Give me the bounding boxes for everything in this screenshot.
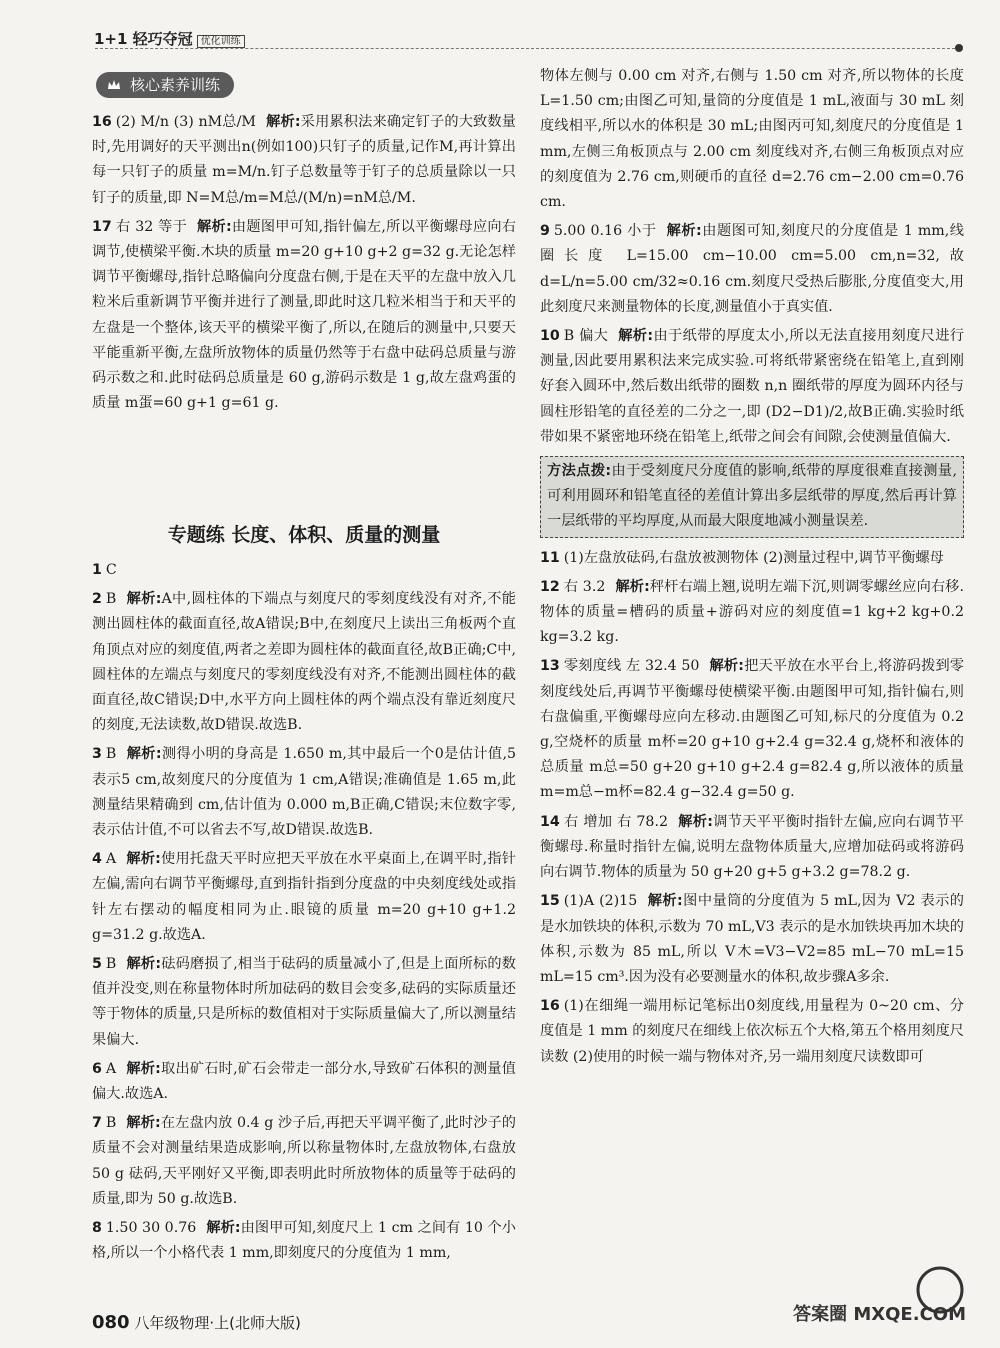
watermark-text: 答案圈 MXQE.COM	[793, 1304, 966, 1325]
analysis-label: 解析:	[678, 813, 713, 830]
answer-text: B 偏大	[563, 328, 609, 345]
answer-item	[92, 952, 516, 1053]
answer-text: A	[105, 1060, 117, 1077]
answer-text: 右 增加 右 78.2	[563, 813, 668, 830]
question-number: 16	[92, 114, 112, 130]
question-number: 11	[540, 549, 560, 566]
answer-item	[540, 654, 964, 805]
answer-item	[92, 847, 516, 948]
answer-text: B	[105, 1115, 117, 1132]
answer-text: 右 3.2	[563, 578, 606, 595]
question-number: 15	[540, 893, 560, 910]
analysis-label: 解析:	[618, 328, 654, 345]
answer-item	[92, 1057, 516, 1107]
answer-text: (1)左盘放砝码,右盘放被测物体 (2)测量过程中,调节平衡螺母	[563, 549, 944, 566]
method-tip-box: 方法点拨:由于受刻度尺分度值的影响,纸带的厚度很难直接测量,可利用圆环和铅笔直径的差值计算出多层纸带的厚度,然后再计算一层纸带的平均厚度,从而最大限度地减小测量误差.	[540, 456, 964, 538]
answer-text: B	[105, 956, 117, 973]
question-number: 8	[92, 1220, 102, 1237]
page-number: 080	[92, 1312, 130, 1333]
question-number: 7	[92, 1115, 102, 1132]
question-number: 2	[92, 591, 102, 608]
answer-item	[540, 810, 964, 886]
answer-item	[540, 546, 964, 571]
answers-column-left-bottom	[92, 558, 516, 1270]
analysis-label: 解析:	[126, 851, 161, 868]
question-number: 6	[92, 1060, 102, 1077]
answer-item	[92, 1216, 516, 1266]
question-number: 10	[540, 328, 560, 345]
analysis-label: 解析:	[615, 578, 650, 595]
analysis-text: 由题图可知,刻度尺的分度值是 1 mm,线圈长度 L=15.00 cm−10.00 cm=5.00 cm,n=32,故 d=L/n=5.00 cm/32≈0.16 cm.刻度尺受热后膨胀,分度值变大,用此刻度尺来测量物体的长度,测量值小于真实值.	[540, 223, 964, 315]
analysis-text: 采用累积法来确定钉子的大致数量时,先用调好的天平测出n(例如100)只钉子的质量,记作M,再计算出每一只钉子的质量 m=M/n.钉子总数量等于钉子的总质量除以一只钉子的质量,即 N=M总/m=M总/(M/n)=nM总/M.	[92, 114, 516, 206]
answer-item	[92, 587, 516, 738]
answer-item	[92, 1111, 516, 1212]
question-number: 3	[92, 746, 102, 763]
analysis-label: 解析:	[126, 956, 161, 973]
analysis-label: 解析:	[126, 1115, 161, 1132]
analysis-text: 使用托盘天平时应把天平放在水平桌面上,在调平时,指针左偏,需向右调节平衡螺母,直到指针指到分度盘的中央刻度线处或指针左右摆动的幅度相同为止.眼镜的质量 m=20 g+10 g+1.2 g=31.2 g.故选A.	[92, 851, 516, 943]
analysis-text: 取出矿石时,矿石会带走一部分水,导致矿石体积的测量值偏大.故选A.	[92, 1060, 516, 1103]
analysis-text: 由于纸带的厚度太小,所以无法直接用刻度尺进行测量,因此要用累积法来完成实验.可将纸带紧密绕在铅笔上,直到刚好套入圆环中,然后数出纸带的圈数 n,n 圈纸带的厚度为圆环内径与圆柱形铅笔的直径差的二分之一,即 (D2−D1)/2,故B正确.实验时纸带如果不紧密地环绕在铅笔上,纸带之间会有间隙,会使测量值偏大.	[540, 328, 965, 445]
book-logo: 1+1 轻巧夺冠 优化训练	[94, 28, 245, 49]
topic-title: 专题练 长度、体积、质量的测量	[167, 524, 441, 546]
analysis-text: 由图甲可知,刻度尺上 1 cm 之间有 10 个小格,所以一个小格代表 1 mm,即刻度尺的分度值为 1 mm,	[92, 1220, 516, 1262]
answer-text: B	[105, 591, 117, 608]
analysis-text: 物体左侧与 0.00 cm 对齐,右侧与 1.50 cm 对齐,所以物体的长度 L=1.50 cm;由图乙可知,量筒的分度值是 1 mL,液面与 30 mL 刻度线相平,所以水的体积是 30 mL;由图丙可知,刻度尺的分度值是 1 mm,左侧三角板顶点与 2.00 cm 刻度线对齐,右侧三角板顶点对应的刻度值为 2.76 cm,则硬币的直径 d=2.76 cm−2.00 cm=0.76 cm.	[540, 68, 964, 211]
page-footer	[92, 1312, 301, 1333]
answer-item	[92, 110, 516, 211]
answer-text: 1.50 30 0.76	[105, 1220, 197, 1237]
answer-item	[92, 215, 516, 417]
analysis-label: 解析:	[265, 114, 301, 130]
analysis-label: 解析:	[126, 591, 162, 608]
answer-item	[540, 64, 964, 215]
question-number: 14	[540, 813, 560, 830]
question-number: 12	[540, 578, 560, 595]
answer-text: 零刻度线 左 32.4 50	[563, 658, 700, 675]
answer-text: (2) M/n (3) nM总/M	[115, 114, 256, 130]
answers-column-right	[540, 64, 964, 1074]
answer-text: (1)A (2)15	[563, 893, 638, 910]
analysis-label: 解析:	[666, 223, 702, 240]
question-number: 4	[92, 851, 102, 868]
question-number: 17	[92, 218, 112, 235]
analysis-text: 调节天平平衡时指针左偏,应向右调节平衡螺母.称量时指针左偏,说明左盘物体质量大,应增加砝码或将游码向右调节.物体的质量为 50 g+20 g+5 g+3.2 g=78.2 g.	[540, 813, 964, 881]
book-title: 八年级物理·上(北师大版)	[134, 1314, 301, 1332]
divider-dot	[955, 44, 963, 52]
analysis-label: 解析:	[709, 658, 744, 675]
analysis-label: 解析:	[197, 218, 232, 235]
question-number: 9	[540, 223, 550, 240]
analysis-text: 秤杆右端上翘,说明左端下沉,则调零螺丝应向右移.物体的质量=槽码的质量+游码对应的刻度值=1 kg+2 kg+0.2 kg=3.2 kg.	[540, 578, 964, 646]
question-number: 13	[540, 658, 560, 675]
answer-item	[540, 324, 964, 450]
header-divider	[95, 48, 955, 49]
answer-text: A	[105, 851, 117, 868]
question-number: 16	[540, 998, 560, 1015]
answer-text: 右 32 等于	[115, 218, 188, 235]
answer-text: B	[105, 746, 117, 763]
analysis-text: A中,圆柱体的下端点与刻度尺的零刻度线没有对齐,不能测出圆柱体的截面直径,故A错误;B中,在刻度尺上读出三角板两个直角顶点对应的刻度值,两者之差即为圆柱体的截面直径,故B正确;C中,圆柱体的左端点与刻度尺的零刻度线没有对齐,不能测出圆柱体的截面直径,故C错误;D中,水平方向上圆柱体的两个端点没有靠近刻度尺的刻度,无法读数,故D错误.故选B.	[92, 591, 516, 734]
analysis-text: 测得小明的身高是 1.650 m,其中最后一个0是估计值,5表示5 cm,故刻度尺的分度值为 1 cm,A错误;准确值是 1.65 m,此测量结果精确到 cm,估计值为 0.000 m,B正确,C错误;末位数字零,表示估计值,不可以省去不写,故D错误.故选B.	[92, 746, 516, 839]
question-number: 5	[92, 956, 102, 973]
analysis-label: 解析:	[126, 746, 162, 763]
answer-item	[92, 558, 516, 583]
section-badge: 核心素养训练	[96, 72, 234, 98]
analysis-text: 由题图甲可知,指针偏左,所以平衡螺母应向右调节,使横梁平衡.木块的质量 m=20 g+10 g+2 g=32 g.无论怎样调节平衡螺母,指针总略偏向分度盘右侧,于是在天平的左盘中放入几粒米后重新调节平衡并进行了测量,即此时这几粒米相当于和天平的左盘是一个整体,该天平的横梁平衡了,所以,在随后的测量中,只要天平能重新平衡,左盘所放物体的质量仍然等于右盘中砝码总质量与游码示数之和.此时砝码总质量是 60 g,游码示数是 1 g,故左盘鸡蛋的质量 m蛋=60 g+1 g=61 g.	[92, 218, 516, 412]
analysis-label: 解析:	[647, 893, 683, 910]
analysis-text: 砝码磨损了,相当于砝码的质量减小了,但是上面所标的数值并没变,则在称量物体时所加砝码的数目会变多,砝码的实际质量还等于物体的质量,只是所标的数值相对于实际质量偏大了,所以测量结果偏大.	[92, 956, 516, 1048]
answer-text: C	[105, 562, 117, 578]
answers-column-left-top	[92, 110, 516, 420]
analysis-text: 在左盘内放 0.4 g 沙子后,再把天平调平衡了,此时沙子的质量不会对测量结果造成影响,所以称量物体时,左盘放物体,右盘放 50 g 砝码,天平刚好又平衡,即表明此时所放物体的质量等于砝码的质量,即为 50 g.故选B.	[92, 1115, 516, 1207]
answer-item	[92, 742, 516, 843]
answer-item	[540, 219, 964, 320]
answer-item	[540, 575, 964, 651]
analysis-text: (1)在细绳一端用标记笔标出0刻度线,用量程为 0~20 cm、分度值是 1 mm 的刻度尺在细线上依次标五个大格,第五个格用刻度尺读数 (2)使用的时候一端与物体对齐,另一端用刻度尺读数即可	[540, 998, 964, 1065]
analysis-text: 把天平放在水平台上,将游码拨到零刻度线处后,再调节平衡螺母使横梁平衡.由题图甲可知,指针偏右,则右盘偏重,平衡螺母应向左移动.由题图乙可知,标尺的分度值为 0.2 g,空烧杯的质量 m杯=20 g+10 g+2.4 g=32.4 g,烧杯和液体的总质量 m总=50 g+20 g+10 g+2.4 g=82.4 g,所以液体的质量 m=m总−m杯=82.4 g−32.4 g=50 g.	[540, 658, 964, 801]
question-number: 1	[92, 562, 102, 578]
answer-item	[540, 994, 964, 1070]
page-header	[90, 22, 970, 56]
analysis-text: 图中量筒的分度值为 5 mL,因为 V2 表示的是水加铁块的体积,示数为 70 mL,V3 表示的是水加铁块再加木块的体积,示数为 85 mL,所以 V木=V3−V2=85 mL−70 mL=15 mL=15 cm³.因为没有必要测量水的体积,故步骤A多余.	[540, 893, 964, 985]
crown-icon	[106, 77, 122, 93]
answer-item	[540, 889, 964, 990]
answer-text: 5.00 0.16 小于	[553, 223, 657, 240]
analysis-label: 解析:	[126, 1060, 161, 1077]
analysis-label: 解析:	[206, 1220, 241, 1237]
